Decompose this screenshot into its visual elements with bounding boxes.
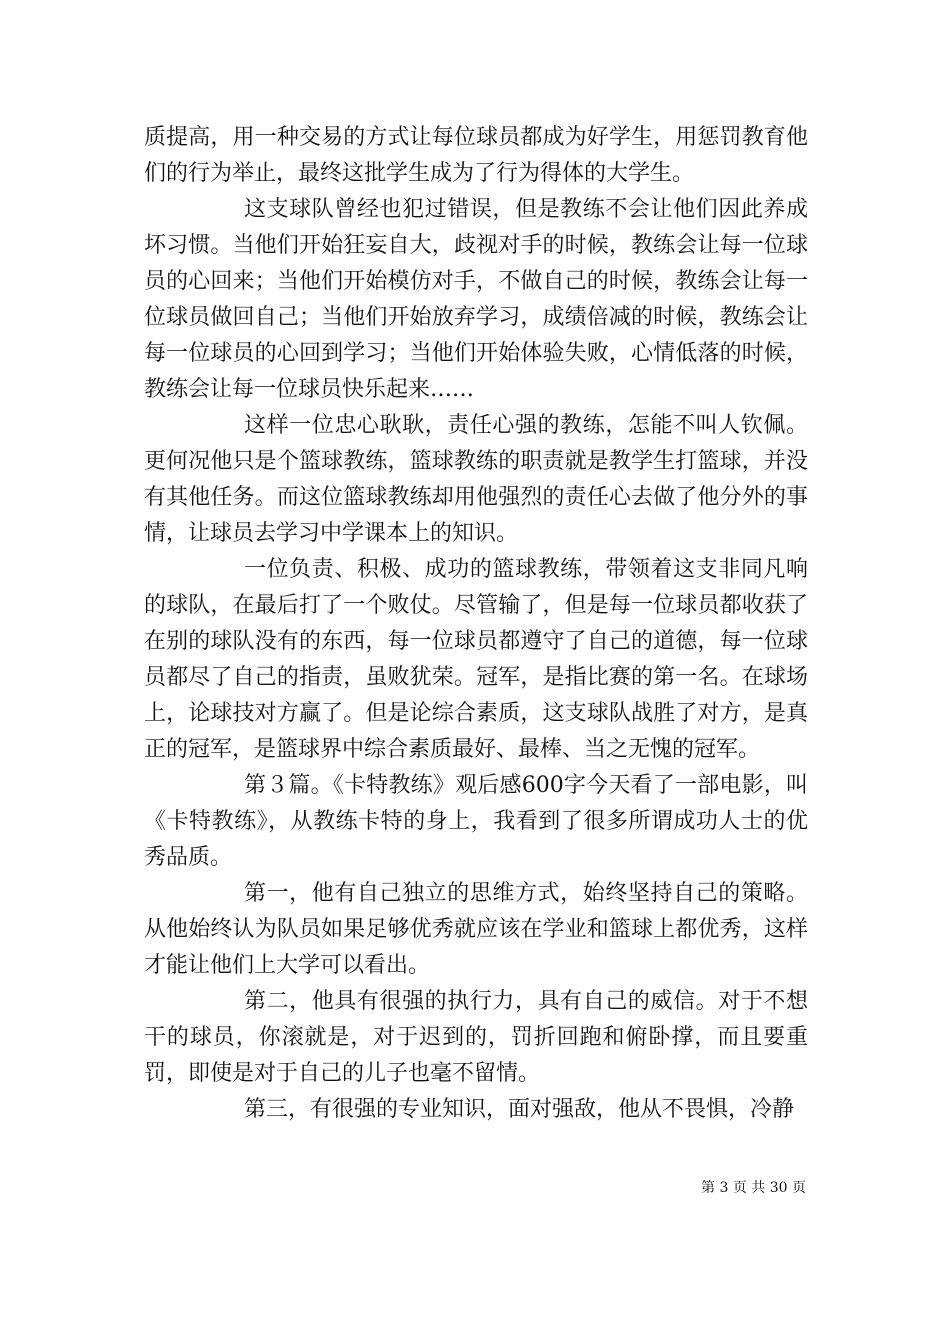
paragraph-4: 一位负责、积极、成功的篮球教练，带领着这支非同凡响的球队，在最后打了一个败仗。尽管输了，但是每一位球员都收获了在别的球队没有的东西，每一位球员都遵守了自己的道德，每一位球员都尽了自己的指责，虽败犹荣。冠军，是指比赛的第一名。在球场上，论球技对方赢了。但是论综合素质，这支球队战胜了对方，是真正的冠军，是篮球界中综合素质最好、最棒、当之无愧的冠军。	[144, 557, 808, 762]
paragraph-1: 质提高，用一种交易的方式让每位球员都成为好学生，用惩罚教育他们的行为举止，最终这批学生成为了行为得体的大学生。	[144, 125, 808, 186]
paragraph-2: 这支球队曾经也犯过错误，但是教练不会让他们因此养成坏习惯。当他们开始狂妄自大，歧视对手的时候，教练会让每一位球员的心回来；当他们开始模仿对手，不做自己的时候，教练会让每一位球员做回自己；当他们开始放弃学习，成绩倍减的时候，教练会让每一位球员的心回到学习；当他们开始体验失败，心情低落的时候，教练会让每一位球员快乐起来……	[144, 197, 808, 402]
body-text	[144, 120, 808, 1128]
paragraph-5: 第３篇。《卡特教练》观后感600字今天看了一部电影，叫《卡特教练》，从教练卡特的身上，我看到了很多所谓成功人士的优秀品质。	[144, 773, 808, 870]
paragraph-6: 第一，他有自己独立的思维方式，始终坚持自己的策略。从他始终认为队员如果足够优秀就应该在学业和篮球上都优秀，这样才能让他们上大学可以看出。	[144, 881, 808, 978]
paragraph-7: 第二，他具有很强的执行力，具有自己的威信。对于不想干的球员，你滚就是，对于迟到的，罚折回跑和俯卧撑，而且要重罚，即使是对于自己的儿子也毫不留情。	[144, 989, 808, 1086]
paragraph-8: 第三，有很强的专业知识，面对强敌，他从不畏惧，冷静	[244, 1097, 795, 1122]
page-number: 第 3 页 共 30 页	[701, 1180, 806, 1196]
paragraph-3: 这样一位忠心耿耿，责任心强的教练，怎能不叫人钦佩。更何况他只是个篮球教练，篮球教练的职责就是教学生打篮球，并没有其他任务。而这位篮球教练却用他强烈的责任心去做了他分外的事情，让球员去学习中学课本上的知识。	[144, 413, 808, 546]
